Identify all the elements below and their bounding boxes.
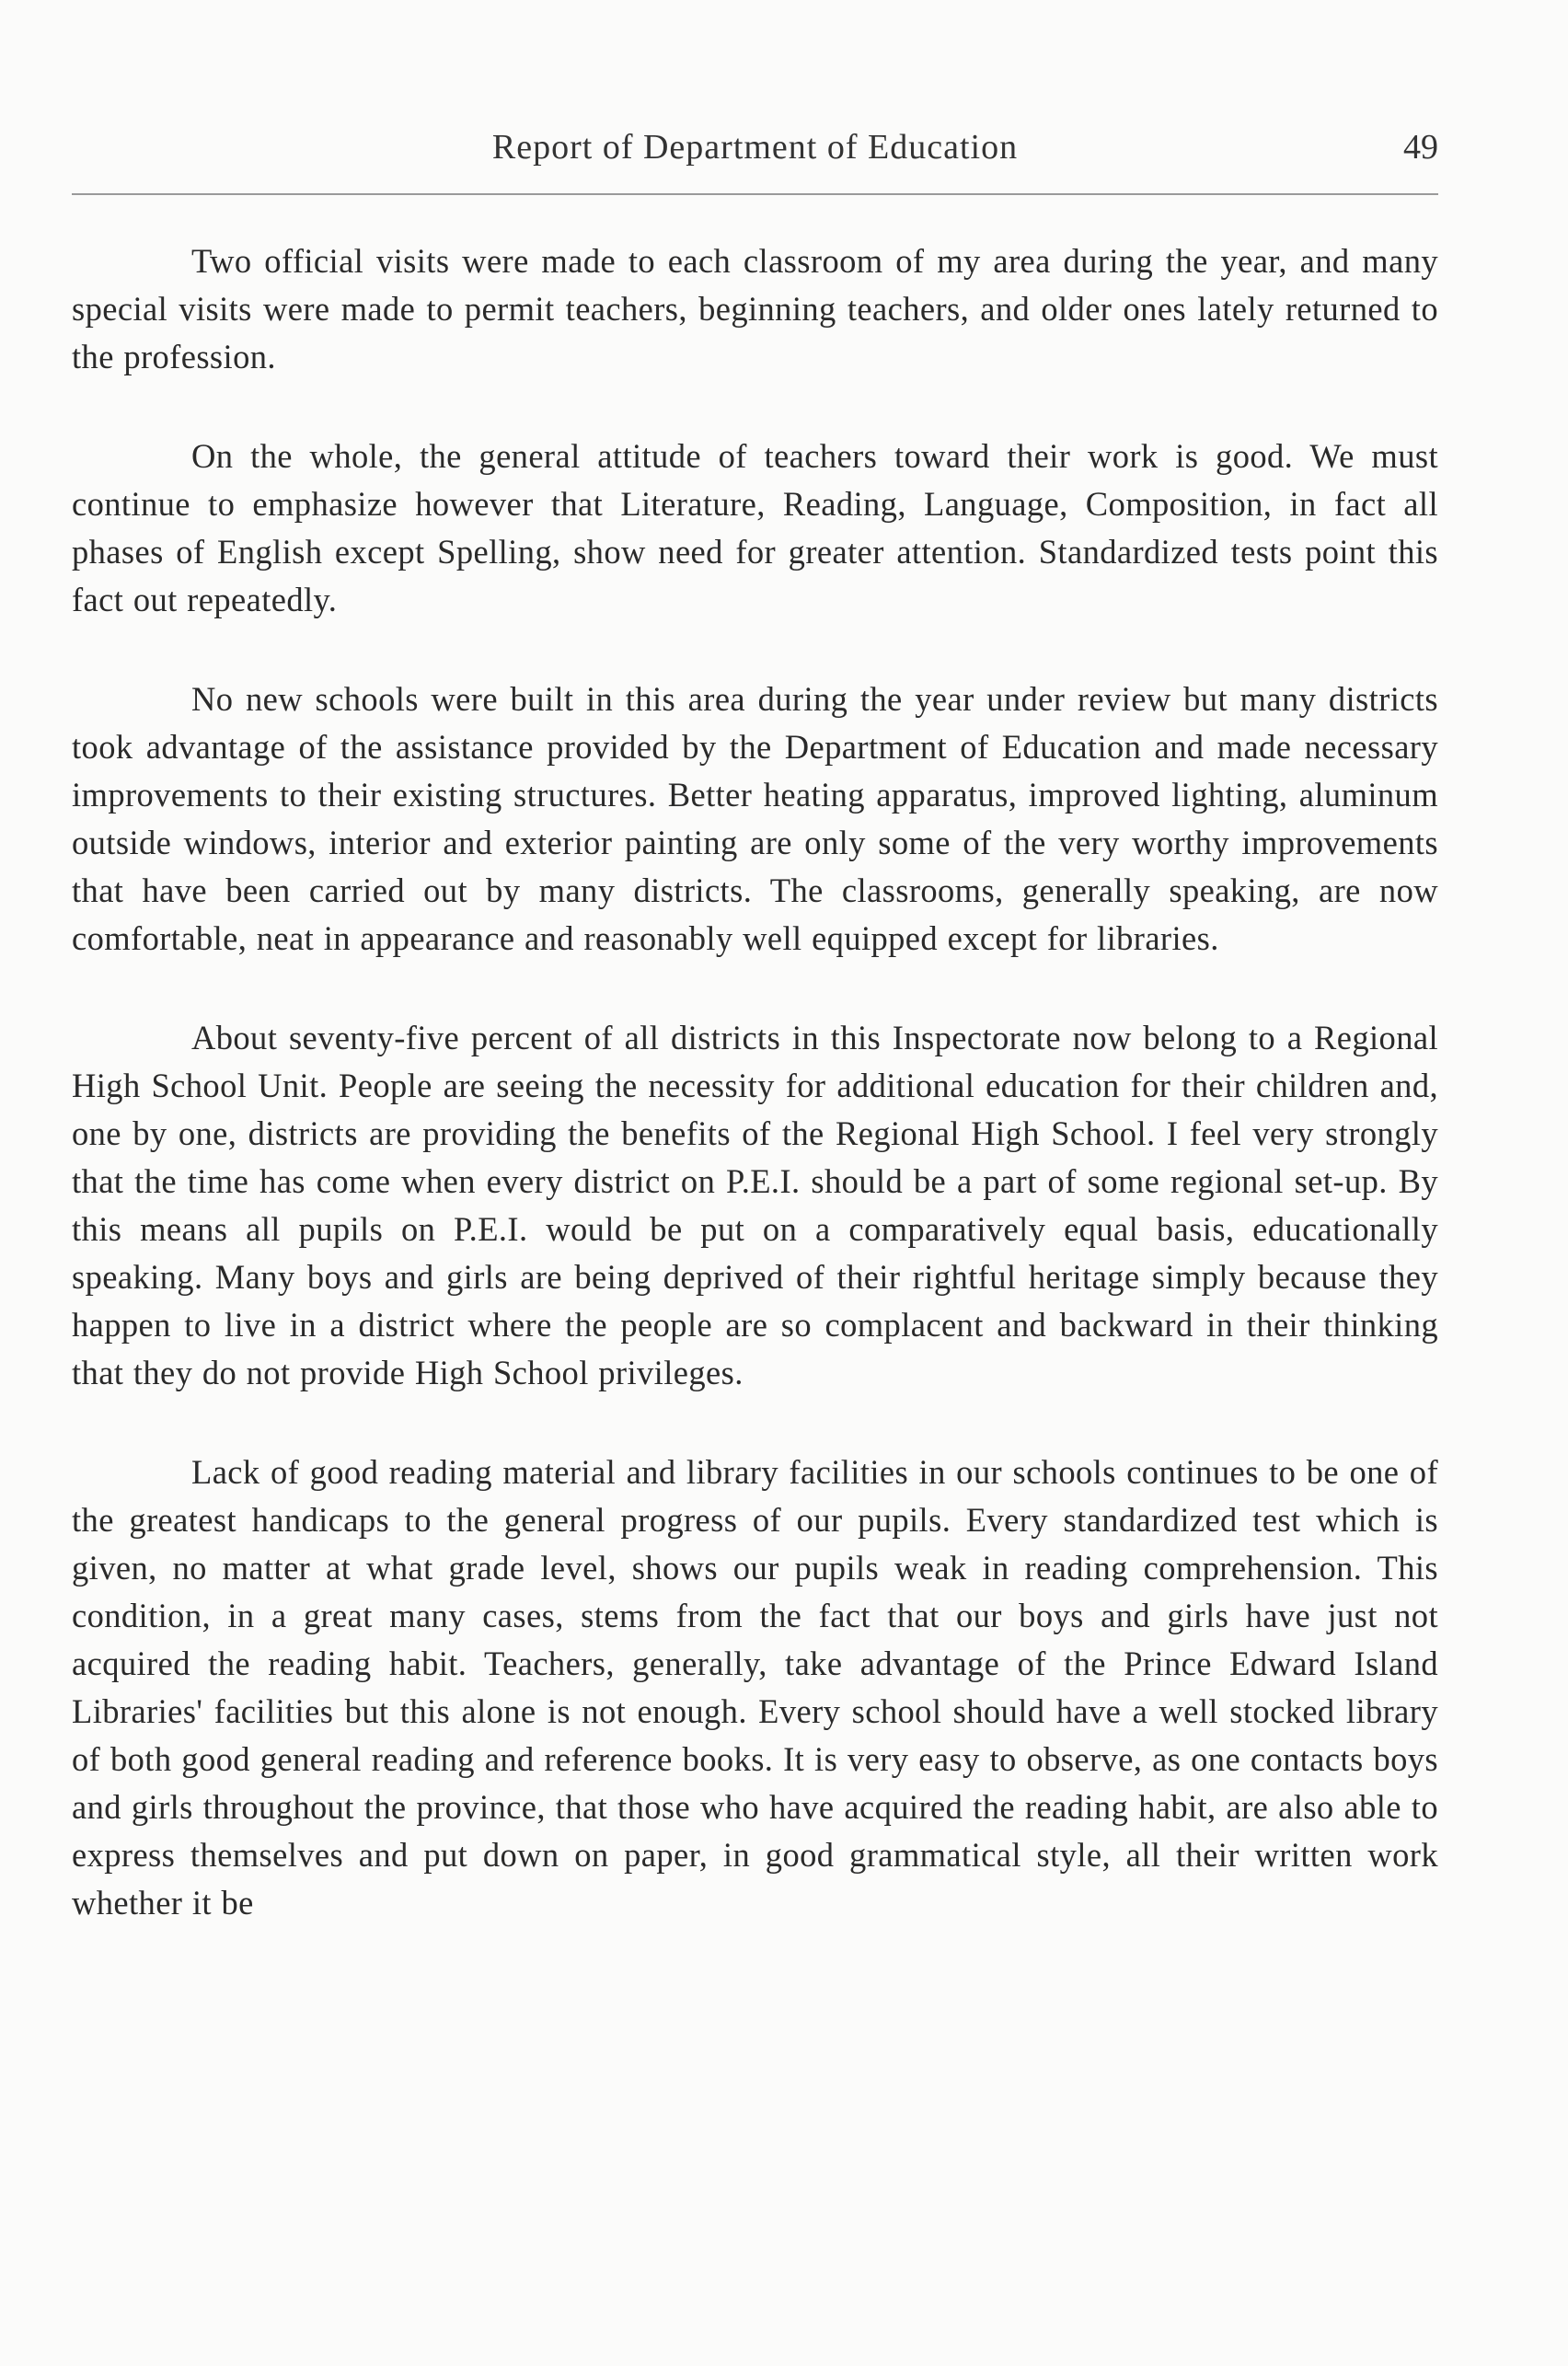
paragraph-teacher-attitude: On the whole, the general attitude of teachers toward their work is good. We must continue to emphasize however that Literature, Reading, Language, Composition, in fact all phases of English except Spelling, show need for greater attention. Standardized tests point this fact out repeatedly.	[72, 437, 1438, 618]
page-header	[72, 127, 1438, 182]
header-rule	[72, 193, 1438, 195]
running-title: Report of Department of Education	[491, 128, 1019, 167]
paragraph-school-improvements: No new schools were built in this area during the year under review but many districts took advantage of the assistance provided by the Department of Education and made necessary improvements to their existing structures. Better heating apparatus, improved lighting, aluminum outside windows, interior and exterior painting are only some of the very worthy improvements that have been carried out by many districts. The classrooms, generally speaking, are now comfortable, neat in appearance and reasonably well equipped except for libraries.	[72, 680, 1438, 957]
paragraph-official-visits: Two official visits were made to each classroom of my area during the year, and many special visits were made to permit teachers, beginning teachers, and older ones lately returned to the profession.	[72, 242, 1438, 375]
body-text	[72, 237, 1438, 1927]
paragraph-reading-material: Lack of good reading material and library facilities in our schools continues to be one of the greatest handicaps to the general progress of our pupils. Every standardized test which is given, no matter at what grade level, shows our pupils weak in reading comprehension. This condition, in a great many cases, stems from the fact that our boys and girls have just not acquired the reading habit. Teachers, generally, take advantage of the Prince Edward Island Libraries' facilities but this alone is not enough. Every school should have a well stocked library of both good general reading and reference books. It is very easy to observe, as one contacts boys and girls throughout the province, that those who have acquired the reading habit, are also able to express themselves and put down on paper, in good grammatical style, all their written work whether it be	[72, 1453, 1438, 1922]
page-number: 49	[1403, 128, 1438, 167]
paragraph-regional-high-school: About seventy-five percent of all districts in this Inspectorate now belong to a Regional High School Unit. People are seeing the necessity for additional education for their children and, one by one, districts are providing the benefits of the Regional High School. I feel very strongly that the time has come when every district on P.E.I. should be a part of some regional set-up. By this means all pupils on P.E.I. would be put on a comparatively equal basis, educationally speaking. Many boys and girls are being deprived of their rightful heritage simply because they happen to live in a district where the people are so complacent and backward in their thinking that they do not provide High School privileges.	[72, 1019, 1438, 1391]
